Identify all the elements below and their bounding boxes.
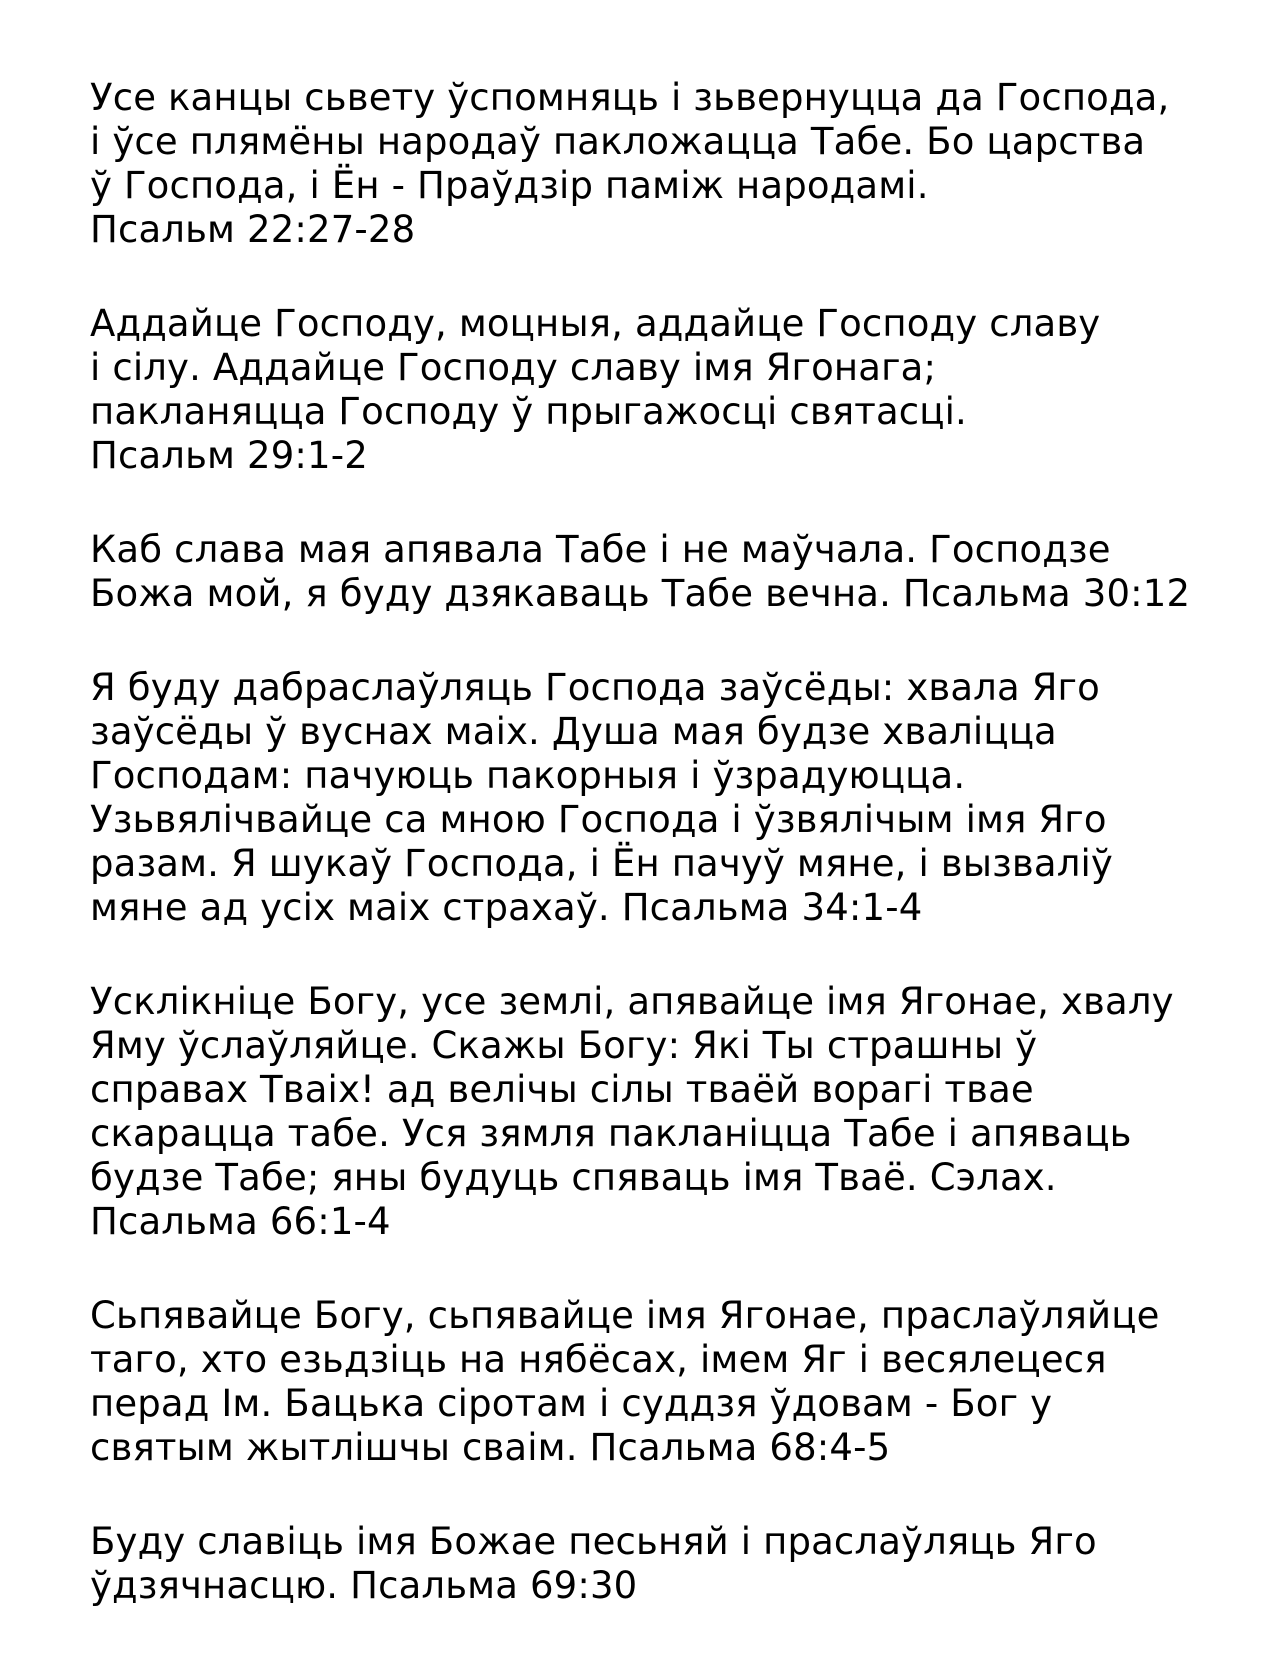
reference-line: Псальм 22:27-28 — [90, 208, 416, 251]
text-line: разам. Я шукаў Господа, і Ён пачуў мяне, і вызваліў — [90, 842, 1113, 885]
passage-psalm-29 — [90, 302, 1250, 478]
passage-psalm-69 — [90, 1520, 1250, 1608]
text-line: пакланяцца Господу ў прыгажосці святасці. — [90, 390, 967, 433]
text-line: Буду славіць імя Божае песьняй і праслаўляць Яго — [90, 1520, 1097, 1563]
text-line: заўсёды ў вуснах маіх. Душа мая будзе хваліцца — [90, 710, 1057, 753]
text-line: перад Ім. Бацька сіротам і суддзя ўдовам - Бог у — [90, 1382, 1053, 1425]
text-line: Сьпявайце Богу, сьпявайце імя Ягонае, праслаўляйце — [90, 1294, 1160, 1337]
text-line: Я буду дабраслаўляць Господа заўсёды: хвала Яго — [90, 666, 1100, 709]
text-line: Усклікніце Богу, усе землі, апявайце імя Ягонае, хвалу — [90, 980, 1174, 1023]
document-page — [90, 76, 1250, 1658]
reference-line: Псальма 66:1-4 — [90, 1200, 391, 1243]
passage-psalm-34 — [90, 666, 1250, 930]
text-line: таго, хто езьдзіць на нябёсах, імем Яг і весялецеся — [90, 1338, 1107, 1381]
passage-psalm-66 — [90, 980, 1250, 1244]
passage-psalm-22 — [90, 76, 1250, 252]
text-line: Аддайце Господу, моцныя, аддайце Господу славу — [90, 302, 1101, 345]
text-line: справах Тваіх! ад велічы сілы тваёй ворагі твае — [90, 1068, 1034, 1111]
text-line: Каб слава мая апявала Табе і не маўчала. Господзе — [90, 528, 1111, 571]
text-line: будзе Табе; яны будуць спяваць імя Тваё. Сэлах. — [90, 1156, 1057, 1199]
passage-psalm-68 — [90, 1294, 1250, 1470]
text-line: мяне ад усіх маіх страхаў. Псальма 34:1-4 — [90, 886, 923, 929]
text-line: ўдзячнасцю. Псальма 69:30 — [90, 1564, 638, 1607]
passage-psalm-30 — [90, 528, 1250, 616]
text-line: Господам: пачуюць пакорныя і ўзрадуюцца. — [90, 754, 966, 797]
text-line: Яму ўслаўляйце. Скажы Богу: Які Ты страшны ў — [90, 1024, 1038, 1067]
text-line: і ўсе плямёны народаў пакложацца Табе. Бо царства — [90, 120, 1146, 163]
text-line: Усе канцы сьвету ўспомняць і зьвернуцца да Господа, — [90, 76, 1170, 119]
text-line: Узьвялічвайце са мною Господа і ўзвялічым імя Яго — [90, 798, 1107, 841]
text-line: і сілу. Аддайце Господу славу імя Ягонага; — [90, 346, 937, 389]
text-line: святым жытлішчы сваім. Псальма 68:4-5 — [90, 1426, 891, 1469]
text-line: скарацца табе. Уся зямля пакланіцца Табе і апяваць — [90, 1112, 1132, 1155]
text-line: ў Господа, і Ён - Праўдзір паміж народамі. — [90, 164, 929, 207]
reference-line: Псальм 29:1-2 — [90, 434, 368, 477]
text-line: Божа мой, я буду дзякаваць Табе вечна. Псальма 30:12 — [90, 572, 1191, 615]
